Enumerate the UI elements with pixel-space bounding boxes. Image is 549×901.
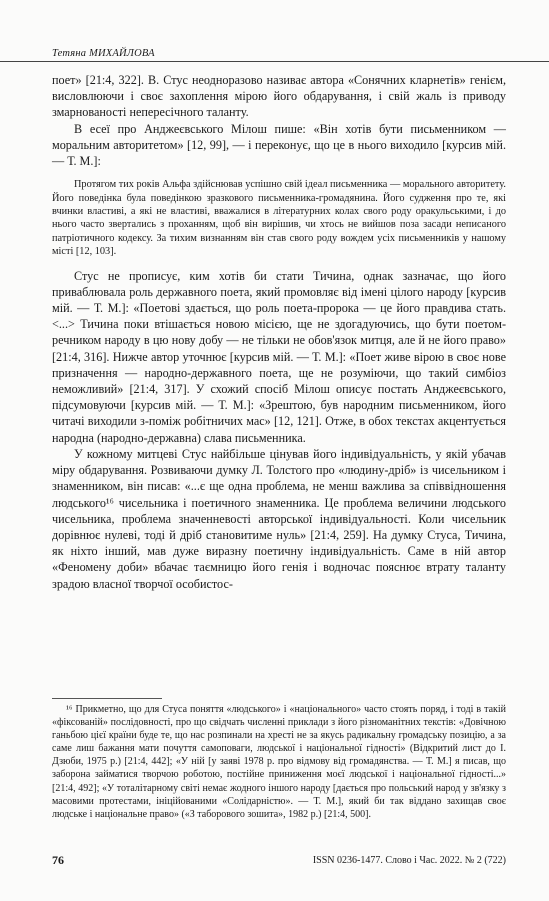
paragraph-1: поет» [21:4, 322]. В. Стус неодноразово називає автора «Сонячних кларнетів» генієм, висловлюючи і своє захоплення мірою його обдарування, і свій жаль із приводу змарнованості непересічного таланту. bbox=[52, 73, 506, 120]
paragraph-3: Стус не прописує, ким хотів би стати Тичина, однак зазначає, що його приваблювала роль державного поета, який промовляє від імені цілого народу [курсив мій. — Т. М.]: «Поетові здається, що роль поета-пророка — це його правдива стать. <...> Тичина поки втішається новою місією, ще не здогадуючись, що бути поетом-речником народу в цю нову добу — не тільки не обов'язок митця, але й не його право» [21:4, 316]. Нижче автор уточнює [курсив мій. — Т. М.]: «Поет живе вірою в своє нове призначення — народно-державного поета, ще не розуміючи, що такий симбіоз неможливий» [21:4, 317]. У схожий спосіб Мілош описує постать Анджеєвського, підсумовуючи [курсив мій. — Т. М.]: «Зрештою, був народним письменником, його читачі виходили з-поміж робітничих мас» [12, 121]. Отже, в обох текстах акцентується народна (народно-державна) слава письменника. bbox=[52, 268, 506, 445]
page-number: 76 bbox=[52, 853, 64, 867]
footnote-rule bbox=[52, 698, 162, 699]
paragraph-2: В есеї про Анджеєвського Мілош пише: «Він хотів бути письменником — моральним авторитетом» [12, 99], — і переконує, що це в нього виходило [курсив мій. — Т. М.]: bbox=[52, 121, 506, 169]
block-quote: Протягом тих років Альфа здійснював успішно свій ідеал письменника — морального авторитету. Його поведінка була поведінкою зразкового письменника-громадянина. Його судження про те, які вчинки властиві, а які не властиві, вважалися в літературних колах свого роду оракульськими, і до нього часто звертались з проханням, щоб він вирішив, чи хтось не вийшов поза засади неписаного патріотичного кодексу. За тихим визнанням він став свого роду вождем усіх письменників у нашому місті [12, 103]. bbox=[52, 179, 506, 258]
journal-citation: ISSN 0236-1477. Слово і Час. 2022. № 2 (722) bbox=[312, 855, 506, 866]
header-rule bbox=[0, 61, 549, 62]
paragraph-4: У кожному митцеві Стус найбільше цінував його індивідуальність, у якій убачав міру обдарування. Розвиваючи думку Л. Толстого про «людину-дріб» із чисельником і знаменником, він писав: «...є ще одна проблема, не менш важлива за співвідношення людського¹⁶ чисельника і поетичного знаменника. Це проблема величини людського чисельника, проблема значенневості авторської індивідуальності. Коли чисельник дорівнює нулеві, тоді й дріб становитиме нуль» [21:4, 259]. На думку Стуса, Тичина, як ніхто інший, мав дуже виразну поетичну індивідуальність. Саме в ній автор «Феномену доби» вбачає таємницю його генія і водночас пояснює втрату таланту зрадою власної творчої особистос- bbox=[52, 446, 506, 591]
running-head-author: Тетяна МИХАЙЛОВА bbox=[52, 48, 155, 59]
main-text bbox=[52, 72, 506, 592]
footnote-16: ¹⁶ Прикметно, що для Стуса поняття «людського» і «національного» часто стоять поряд, і тоді в такій «фіксованій» послідовності, про що свідчать численні приклади з його різноманітних текстів: «Довічною ганьбою цієї країни буде те, що нас розпинали на хресті не за якусь радикальну громадську позицію, а за саме лиш бажання мати почуття самоповаги, людської і національної гідності» (Відкритий лист до І. Дзюби, 1975 р.) [21:4, 442]; «У ній [у заяві 1978 р. про відмову від громадянства. — Т. М.] я писав, що заборона займатися творчою роботою, постійне приниження моєї людської і національної гідності...» [21:4, 492]; «У тоталітарному світі немає жодного іншого народу [дається про польський народ у зв'язку з масовими протестами, ініційованими «Солідарністю». — Т. М.], який би так віддано захищав своє людське і національне право» («З таборового зошита», 1982 р.) [21:4, 500]. bbox=[52, 704, 506, 820]
